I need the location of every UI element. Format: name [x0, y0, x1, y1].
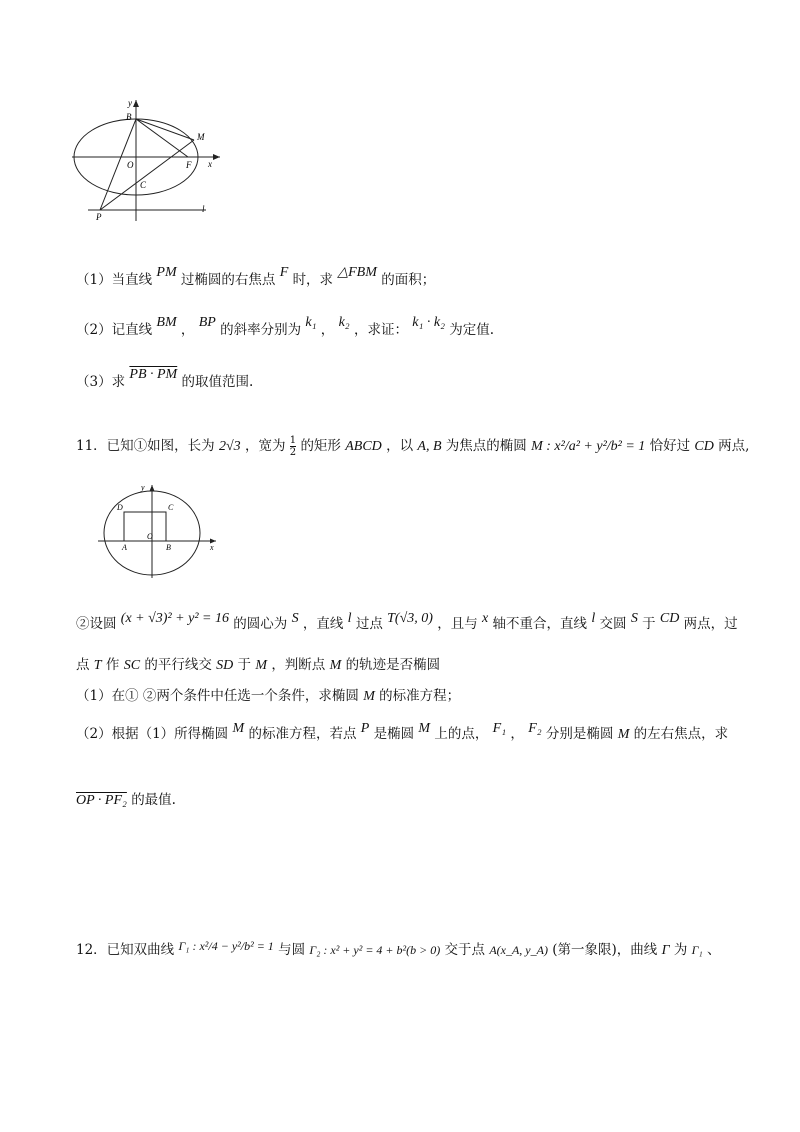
fig1-label-P: P [96, 212, 102, 222]
fig2-label-C: C [168, 503, 174, 512]
p11-question-2-continued: OP · PF₂ 的最值. [76, 792, 176, 808]
fig2-label-y: y [141, 483, 145, 492]
fig2-label-B: B [166, 543, 171, 552]
fig1-label-C: C [140, 180, 147, 190]
p11-question-2: （2）根据（1）所得椭圆 M 的标准方程，若点 P 是椭圆 M 上的点， F₁ ， F₂ 分别是椭圆 M 的左右焦点，求 [76, 721, 729, 742]
fig2-label-x: x [210, 543, 214, 552]
fig1-label-l: l [202, 204, 205, 214]
fig1-label-x: x [208, 159, 212, 169]
p12-statement-line-1: 12．已知双曲线 Γ₁ : x²/4 − y²/b² = 1 与圆 Γ₂ : x² + y² = 4 + b²(b > 0) 交于点 A(x_A, y_A) (第一象限)，曲线 Γ 为 Γ₁ 、 [76, 939, 721, 958]
fig2-label-O: O [147, 532, 153, 541]
p10-question-3: （3）求 PB · PM 的取值范围. [76, 367, 254, 390]
fig1-label-O: O [127, 160, 134, 170]
p11-statement-line-2: ②设圆 (x + √3)² + y² = 16 的圆心为 S ，直线 l 过点 T(√3, 0) ，且与 x 轴不重合，直线 l 交圆 S 于 CD 两点，过 [76, 611, 738, 632]
p11-question-1: （1）在① ②两个条件中任选一个条件，求椭圆 M 的标准方程； [76, 688, 461, 704]
fig1-label-M: M [197, 132, 205, 142]
p10-question-1: （1）当直线 PM 过椭圆的右焦点 F 时，求 △FBM 的面积； [76, 265, 436, 288]
p11-statement-line-1: 11．已知①如图，长为 2√3 ，宽为 $\frac{1}{2}$ 的矩形 ABCD ，以 A, B 为焦点的椭圆 M : x²/a² + y²/b² = 1 恰好过 CD 两点, [76, 435, 750, 458]
fig1-label-F: F [186, 160, 192, 170]
p10-question-2: （2）记直线 BM ， BP 的斜率分别为 k₁ ， k₂ ，求证： k₁ · k₂ 为定值. [76, 315, 495, 338]
ellipse-rectangle-figure [96, 482, 220, 580]
fig1-label-y: y [128, 98, 132, 108]
fig1-label-B: B [126, 112, 132, 122]
fig2-label-D: D [117, 503, 123, 512]
p11-statement-line-3: 点 T 作 SC 的平行线交 SD 于 M ，判断点 M 的轨迹是否椭圆 [76, 657, 441, 673]
fraction-one-half: $\frac{1}{2}$ [289, 435, 297, 458]
ellipse-figure-1 [72, 98, 222, 223]
fig2-label-A: A [122, 543, 127, 552]
